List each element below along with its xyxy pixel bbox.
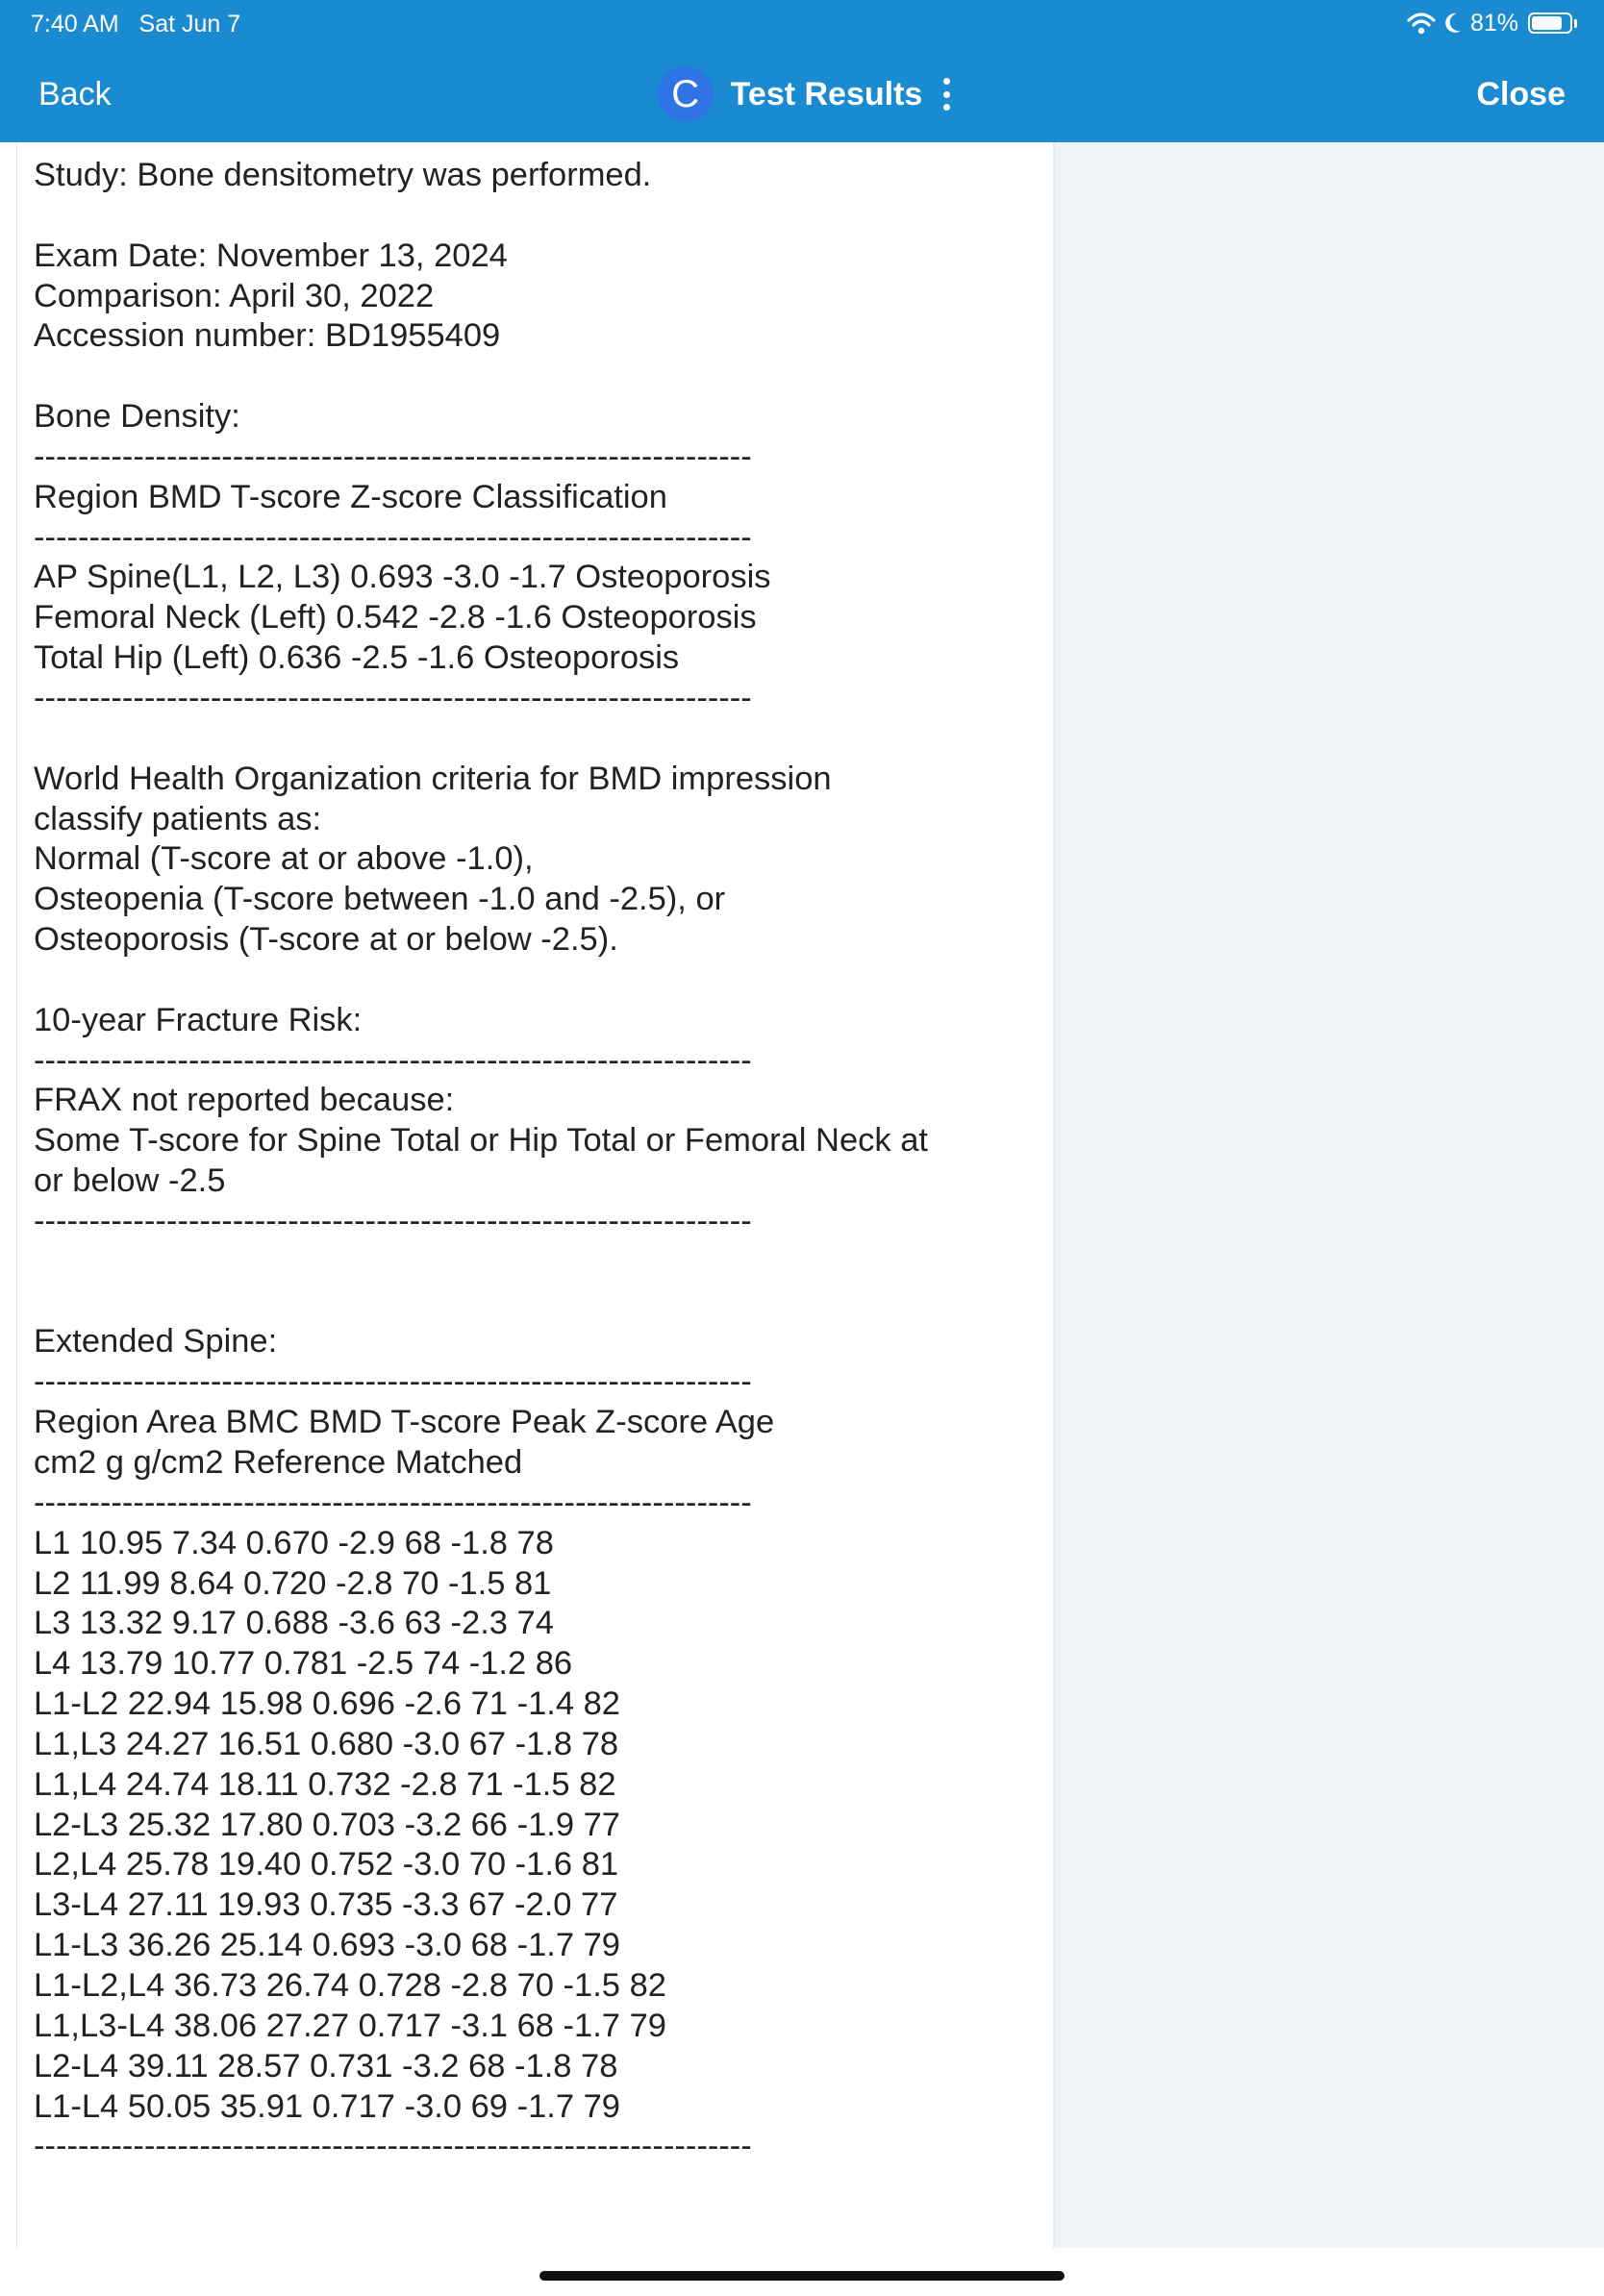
- report-line: Bone Density:: [34, 398, 240, 436]
- battery-icon: [1528, 12, 1572, 34]
- report-line: -----------------------------------------------------------------: [34, 2128, 752, 2165]
- report-line: classify patients as:: [34, 800, 322, 837]
- report-line: -----------------------------------------------------------------: [34, 437, 752, 475]
- battery-percent: 81%: [1469, 9, 1518, 37]
- report-line: L1-L2,L4 36.73 26.74 0.728 -2.8 70 -1.5 82: [34, 1966, 666, 2004]
- report-line: L1-L4 50.05 35.91 0.717 -3.0 69 -1.7 79: [34, 2087, 620, 2125]
- report-line: 10-year Fracture Risk:: [34, 1001, 363, 1038]
- report-line: L1 10.95 7.34 0.670 -2.9 68 -1.8 78: [34, 1524, 554, 1561]
- report-line: Total Hip (Left) 0.636 -2.5 -1.6 Osteoporosis: [34, 639, 680, 677]
- report-line: -----------------------------------------------------------------: [34, 679, 752, 716]
- report-line: L2 11.99 8.64 0.720 -2.8 70 -1.5 81: [34, 1564, 552, 1602]
- battery-tip: [1574, 19, 1577, 28]
- report-line: Exam Date: November 13, 2024: [34, 237, 508, 274]
- top-header: [0, 0, 1604, 142]
- report-line: Study: Bone densitometry was performed.: [34, 157, 652, 193]
- report-line: [34, 1242, 1034, 1283]
- report-line: Comparison: April 30, 2022: [34, 277, 435, 314]
- report-line: L3-L4 27.11 19.93 0.735 -3.3 67 -2.0 77: [34, 1886, 618, 1924]
- report-line: Femoral Neck (Left) 0.542 -2.8 -1.6 Osteoporosis: [34, 599, 757, 636]
- report-line: L2-L3 25.32 17.80 0.703 -3.2 66 -1.9 77: [34, 1806, 620, 1843]
- report-line: Extended Spine:: [34, 1323, 278, 1360]
- back-button[interactable]: Back: [38, 76, 112, 112]
- report-line: [34, 719, 1034, 760]
- report-line: Osteopenia (T-score between -1.0 and -2.5), or: [34, 881, 726, 918]
- report-line: L1,L3 24.27 16.51 0.680 -3.0 67 -1.8 78: [34, 1725, 619, 1762]
- report-line: L1-L2 22.94 15.98 0.696 -2.6 71 -1.4 82: [34, 1685, 620, 1723]
- status-indicators: [1407, 8, 1577, 38]
- report-line: Normal (T-score at or above -1.0),: [34, 840, 534, 878]
- report-line: -----------------------------------------------------------------: [34, 1484, 752, 1521]
- report-line: AP Spine(L1, L2, L3) 0.693 -3.0 -1.7 Osteoporosis: [34, 559, 771, 596]
- report-line: [34, 1283, 1034, 1323]
- side-panel: [1055, 142, 1604, 2248]
- report-panel[interactable]: [17, 142, 1055, 2248]
- report-line: -----------------------------------------------------------------: [34, 518, 752, 556]
- report-text: [34, 156, 1034, 2167]
- report-line: World Health Organization criteria for BMD impression: [34, 760, 832, 797]
- report-line: cm2 g g/cm2 Reference Matched: [34, 1444, 523, 1481]
- report-line: [34, 961, 1034, 1001]
- report-line: L3 13.32 9.17 0.688 -3.6 63 -2.3 74: [34, 1605, 554, 1642]
- report-line: or below -2.5: [34, 1162, 226, 1200]
- report-line: L1-L3 36.26 25.14 0.693 -3.0 68 -1.7 79: [34, 1927, 620, 1964]
- report-line: -----------------------------------------------------------------: [34, 1363, 752, 1401]
- status-time-date: 7:40 AM Sat Jun 7: [31, 11, 241, 37]
- report-line: Some T-score for Spine Total or Hip Total or Femoral Neck at: [34, 1122, 928, 1160]
- report-line: Accession number: BD1955409: [34, 317, 501, 355]
- home-indicator[interactable]: [539, 2271, 1065, 2281]
- app-badge-icon: C: [658, 66, 714, 122]
- report-line: L2,L4 25.78 19.40 0.752 -3.0 70 -1.6 81: [34, 1846, 619, 1884]
- battery-level-fill: [1532, 16, 1562, 30]
- close-button[interactable]: Close: [1476, 76, 1566, 112]
- report-line: -----------------------------------------------------------------: [34, 1202, 752, 1239]
- report-line: L4 13.79 10.77 0.781 -2.5 74 -1.2 86: [34, 1645, 573, 1683]
- report-line: Osteoporosis (T-score at or below -2.5).: [34, 921, 618, 959]
- report-line: Region Area BMC BMD T-score Peak Z-score Age: [34, 1404, 775, 1441]
- nav-title-group: [0, 69, 1604, 119]
- moon-icon: [1443, 12, 1463, 35]
- report-line: [34, 357, 1034, 397]
- left-gutter: [0, 142, 17, 2248]
- more-vertical-icon[interactable]: [940, 78, 954, 111]
- report-line: L2-L4 39.11 28.57 0.731 -3.2 68 -1.8 78: [34, 2047, 618, 2084]
- report-line: L1,L3-L4 38.06 27.27 0.717 -3.1 68 -1.7 79: [34, 2007, 666, 2044]
- report-line: Region BMD T-score Z-score Classification: [34, 478, 667, 515]
- wifi-icon: [1407, 12, 1436, 35]
- report-line: -----------------------------------------------------------------: [34, 1041, 752, 1079]
- report-line: L1,L4 24.74 18.11 0.732 -2.8 71 -1.5 82: [34, 1765, 616, 1803]
- page-title: Test Results: [730, 76, 923, 112]
- report-line: [34, 196, 1034, 237]
- report-line: FRAX not reported because:: [34, 1082, 455, 1119]
